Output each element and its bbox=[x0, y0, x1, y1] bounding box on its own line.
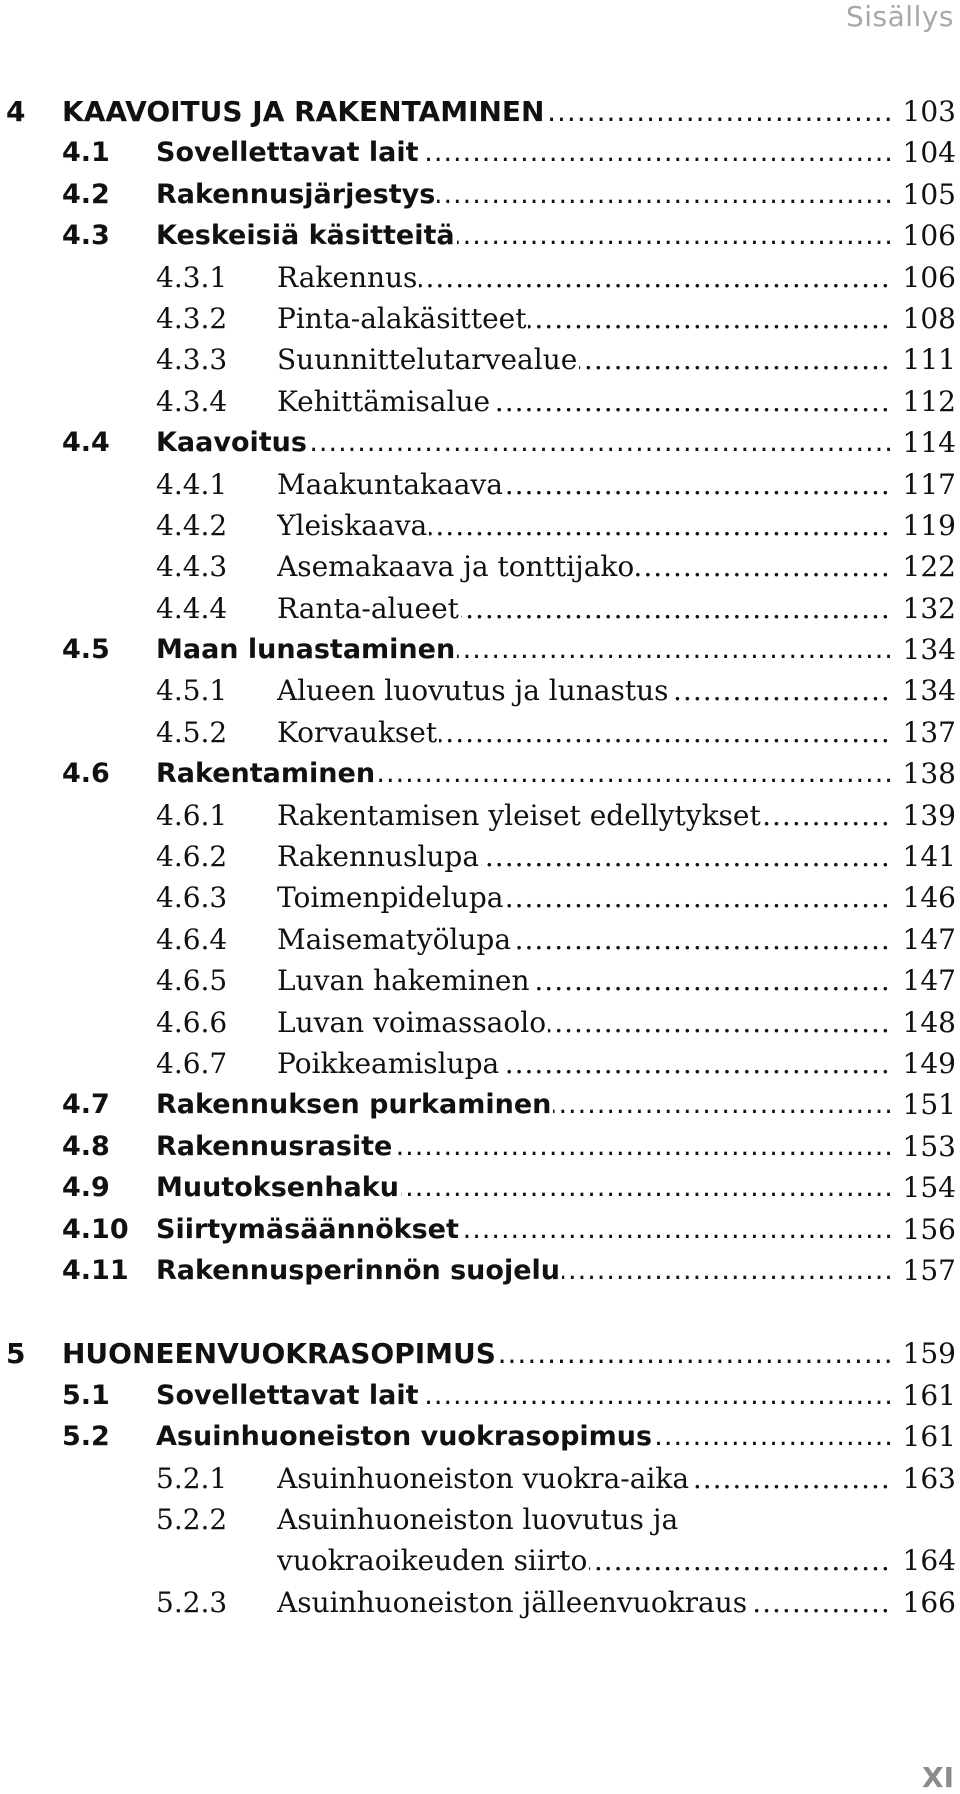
section-title-text: Keskeisiä käsitteitä bbox=[156, 220, 455, 252]
subsection-title-text: Alueen luovutus ja lunastus bbox=[277, 674, 669, 708]
section-title bbox=[156, 174, 890, 215]
toc-section-row bbox=[0, 1416, 960, 1457]
toc-subsection-row bbox=[0, 588, 960, 629]
section-number: 4.11 bbox=[62, 1254, 129, 1286]
entry-page: 154 bbox=[902, 1171, 956, 1205]
section-title-text: Rakennusjärjestys bbox=[156, 178, 436, 210]
chapter-number: 5 bbox=[6, 1337, 26, 1371]
entry-page: 161 bbox=[902, 1378, 956, 1412]
section-title bbox=[156, 753, 890, 794]
entry-page: 117 bbox=[902, 467, 956, 501]
subsection-number: 4.6.2 bbox=[156, 840, 228, 874]
entry-page: 104 bbox=[902, 136, 956, 170]
subsection-title-text: Toimenpidelupa bbox=[277, 881, 504, 915]
entry-page: 163 bbox=[902, 1461, 956, 1495]
toc-section-row bbox=[0, 215, 960, 256]
chapter-title bbox=[62, 1333, 890, 1374]
subsection-title bbox=[277, 298, 890, 339]
entry-page: 146 bbox=[902, 881, 956, 915]
subsection-title-text: Ranta-alueet bbox=[277, 591, 459, 625]
toc-subsection-row bbox=[0, 670, 960, 711]
entry-page: 119 bbox=[902, 508, 956, 542]
section-number: 5.2 bbox=[62, 1421, 110, 1453]
chapter-page: 159 bbox=[902, 1337, 956, 1371]
chapter-title-text: KAAVOITUS JA RAKENTAMINEN bbox=[62, 95, 545, 128]
toc-section-row bbox=[0, 629, 960, 670]
section-number: 4.2 bbox=[62, 178, 110, 210]
toc-subsection-row bbox=[0, 1582, 960, 1623]
toc-subsection-row bbox=[0, 1002, 960, 1043]
toc-subsection-row bbox=[0, 919, 960, 960]
subsection-number: 4.6.7 bbox=[156, 1046, 228, 1080]
toc-chapter-row bbox=[0, 1333, 960, 1374]
subsection-title-text: Asuinhuoneiston jälleenvuokraus bbox=[277, 1585, 748, 1619]
subsection-title-text: Luvan hakeminen bbox=[277, 964, 530, 998]
section-title-text: Asuinhuoneiston vuokrasopimus bbox=[156, 1421, 653, 1453]
subsection-number: 4.6.4 bbox=[156, 922, 228, 956]
subsection-title bbox=[277, 339, 890, 380]
entry-page: 153 bbox=[902, 1129, 956, 1163]
section-number: 4.3 bbox=[62, 220, 110, 252]
entry-page: 157 bbox=[902, 1253, 956, 1287]
section-number: 4.5 bbox=[62, 634, 110, 666]
subsection-title bbox=[277, 795, 890, 836]
entry-page: 161 bbox=[902, 1420, 956, 1454]
section-number: 4.6 bbox=[62, 758, 110, 790]
section-title-text: Rakentaminen bbox=[156, 758, 376, 790]
subsection-title bbox=[277, 836, 890, 877]
chapter-page: 103 bbox=[902, 95, 956, 128]
toc-subsection-row bbox=[0, 339, 960, 380]
subsection-title bbox=[277, 1043, 890, 1084]
entry-page: 122 bbox=[902, 550, 956, 584]
section-number: 4.10 bbox=[62, 1213, 129, 1245]
toc-section-row bbox=[0, 174, 960, 215]
subsection-number: 4.3.4 bbox=[156, 384, 228, 418]
section-title-text: Siirtymäsäännökset bbox=[156, 1213, 459, 1245]
subsection-number: 5.2.2 bbox=[156, 1502, 228, 1536]
subsection-title bbox=[277, 588, 890, 629]
section-title bbox=[156, 1084, 890, 1125]
toc-section-row bbox=[0, 1250, 960, 1291]
page-number: XI bbox=[921, 1761, 954, 1794]
subsection-title bbox=[277, 1002, 890, 1043]
toc-subsection-row bbox=[0, 257, 960, 298]
section-title bbox=[156, 629, 890, 670]
subsection-title bbox=[277, 960, 890, 1001]
subsection-title-text: Asuinhuoneiston vuokra-aika bbox=[277, 1461, 690, 1495]
subsection-title-text: Suunnittelutarvealue bbox=[277, 343, 578, 377]
subsection-number: 4.3.3 bbox=[156, 343, 228, 377]
subsection-number: 4.3.2 bbox=[156, 301, 228, 335]
toc-section-row bbox=[0, 1084, 960, 1125]
subsection-title-text: Kehittämisalue bbox=[277, 384, 491, 418]
entry-page: 138 bbox=[902, 757, 956, 791]
subsection-title bbox=[277, 257, 890, 298]
section-title bbox=[156, 1375, 890, 1416]
subsection-title bbox=[277, 505, 890, 546]
entry-page: 106 bbox=[902, 260, 956, 294]
toc-section-row bbox=[0, 1126, 960, 1167]
toc-subsection-row bbox=[0, 712, 960, 753]
section-title-text: Rakennusperinnön suojelu bbox=[156, 1254, 560, 1286]
chapter-title bbox=[62, 91, 890, 132]
subsection-title bbox=[277, 464, 890, 505]
subsection-title-text: Asuinhuoneiston luovutus ja bbox=[277, 1502, 679, 1536]
subsection-title-text: Maisematyölupa bbox=[277, 922, 512, 956]
entry-page: 106 bbox=[902, 219, 956, 253]
entry-page: 149 bbox=[902, 1046, 956, 1080]
subsection-title-text: Rakennus bbox=[277, 260, 418, 294]
entry-page: 166 bbox=[902, 1585, 956, 1619]
subsection-title-text: Rakennuslupa bbox=[277, 840, 480, 874]
chapter-gap bbox=[0, 1291, 960, 1333]
entry-page: 108 bbox=[902, 301, 956, 335]
subsection-title-text: Yleiskaava bbox=[277, 508, 428, 542]
entry-page: 147 bbox=[902, 964, 956, 998]
subsection-number: 4.4.2 bbox=[156, 508, 228, 542]
section-number: 4.8 bbox=[62, 1130, 110, 1162]
section-title bbox=[156, 1416, 890, 1457]
entry-page: 114 bbox=[902, 426, 956, 460]
entry-page: 137 bbox=[902, 715, 956, 749]
subsection-number: 4.6.6 bbox=[156, 1005, 228, 1039]
subsection-title bbox=[277, 1499, 890, 1540]
toc-subsection-row bbox=[0, 877, 960, 918]
entry-page: 134 bbox=[902, 633, 956, 667]
section-title-text: Sovellettavat lait bbox=[156, 1379, 419, 1411]
toc-chapter-row bbox=[0, 91, 960, 132]
entry-page: 132 bbox=[902, 591, 956, 625]
section-title bbox=[156, 1126, 890, 1167]
section-number: 4.4 bbox=[62, 427, 110, 459]
section-title-text: Rakennusrasite bbox=[156, 1130, 393, 1162]
subsection-title-text: Maakuntakaava bbox=[277, 467, 503, 501]
entry-page: 151 bbox=[902, 1088, 956, 1122]
entry-page: 112 bbox=[902, 384, 956, 418]
subsection-number: 4.5.1 bbox=[156, 674, 228, 708]
entry-page: 139 bbox=[902, 798, 956, 832]
section-title bbox=[156, 1209, 890, 1250]
subsection-title bbox=[277, 1458, 890, 1499]
subsection-number: 4.6.1 bbox=[156, 798, 228, 832]
subsection-title-text: Asemakaava ja tonttijako bbox=[277, 550, 635, 584]
subsection-title-text: Rakentamisen yleiset edellytykset bbox=[277, 798, 761, 832]
subsection-number: 4.6.3 bbox=[156, 881, 228, 915]
entry-page: 111 bbox=[902, 343, 956, 377]
toc-section-row bbox=[0, 1209, 960, 1250]
subsection-title bbox=[277, 919, 890, 960]
entry-page: 134 bbox=[902, 674, 956, 708]
section-number: 4.1 bbox=[62, 137, 110, 169]
subsection-number: 5.2.3 bbox=[156, 1585, 228, 1619]
subsection-title bbox=[277, 1582, 890, 1623]
section-title-text: Rakennuksen purkaminen bbox=[156, 1089, 552, 1121]
section-title bbox=[156, 132, 890, 173]
toc-subsection-row bbox=[0, 960, 960, 1001]
chapter-title-text: HUONEENVUOKRASOPIMUS bbox=[62, 1337, 496, 1371]
subsection-title-text: vuokraoikeuden siirto bbox=[277, 1544, 588, 1578]
toc-subsection-row bbox=[0, 1458, 960, 1499]
entry-page: 156 bbox=[902, 1212, 956, 1246]
section-number: 5.1 bbox=[62, 1379, 110, 1411]
table-of-contents bbox=[0, 91, 960, 1623]
entry-page: 147 bbox=[902, 922, 956, 956]
subsection-number: 4.4.3 bbox=[156, 550, 228, 584]
subsection-title bbox=[277, 712, 890, 753]
subsection-title bbox=[277, 381, 890, 422]
chapter-number: 4 bbox=[6, 95, 26, 128]
toc-subsection-row bbox=[0, 1499, 960, 1540]
toc-subsection-row bbox=[0, 1540, 960, 1581]
toc-section-row bbox=[0, 1167, 960, 1208]
section-number: 4.7 bbox=[62, 1089, 110, 1121]
subsection-title bbox=[277, 546, 890, 587]
toc-subsection-row bbox=[0, 298, 960, 339]
subsection-title-text: Luvan voimassaolo bbox=[277, 1005, 547, 1039]
subsection-title bbox=[277, 877, 890, 918]
toc-subsection-row bbox=[0, 1043, 960, 1084]
subsection-number: 4.6.5 bbox=[156, 964, 228, 998]
section-title bbox=[156, 422, 890, 463]
subsection-title-text: Korvaukset bbox=[277, 715, 438, 749]
toc-subsection-row bbox=[0, 546, 960, 587]
section-title bbox=[156, 1167, 890, 1208]
running-head: Sisällys bbox=[845, 0, 954, 33]
subsection-number: 5.2.1 bbox=[156, 1461, 228, 1495]
subsection-title bbox=[277, 670, 890, 711]
section-title-text: Muutoksenhaku bbox=[156, 1172, 399, 1204]
toc-subsection-row bbox=[0, 795, 960, 836]
entry-page: 148 bbox=[902, 1005, 956, 1039]
entry-page: 164 bbox=[902, 1544, 956, 1578]
section-title-text: Kaavoitus bbox=[156, 427, 307, 459]
toc-section-row bbox=[0, 422, 960, 463]
toc-subsection-row bbox=[0, 381, 960, 422]
section-number: 4.9 bbox=[62, 1172, 110, 1204]
subsection-title bbox=[277, 1540, 890, 1581]
subsection-number: 4.5.2 bbox=[156, 715, 228, 749]
section-title bbox=[156, 215, 890, 256]
toc-subsection-row bbox=[0, 505, 960, 546]
subsection-title-text: Pinta-alakäsitteet bbox=[277, 301, 527, 335]
toc-subsection-row bbox=[0, 464, 960, 505]
toc-subsection-row bbox=[0, 836, 960, 877]
section-title bbox=[156, 1250, 890, 1291]
entry-page: 105 bbox=[902, 177, 956, 211]
subsection-number: 4.4.1 bbox=[156, 467, 228, 501]
section-title-text: Sovellettavat lait bbox=[156, 137, 419, 169]
toc-section-row bbox=[0, 132, 960, 173]
subsection-title-text: Poikkeamislupa bbox=[277, 1046, 500, 1080]
subsection-number: 4.4.4 bbox=[156, 591, 228, 625]
toc-section-row bbox=[0, 753, 960, 794]
section-title-text: Maan lunastaminen bbox=[156, 634, 456, 666]
entry-page: 141 bbox=[902, 840, 956, 874]
toc-section-row bbox=[0, 1375, 960, 1416]
subsection-number: 4.3.1 bbox=[156, 260, 228, 294]
